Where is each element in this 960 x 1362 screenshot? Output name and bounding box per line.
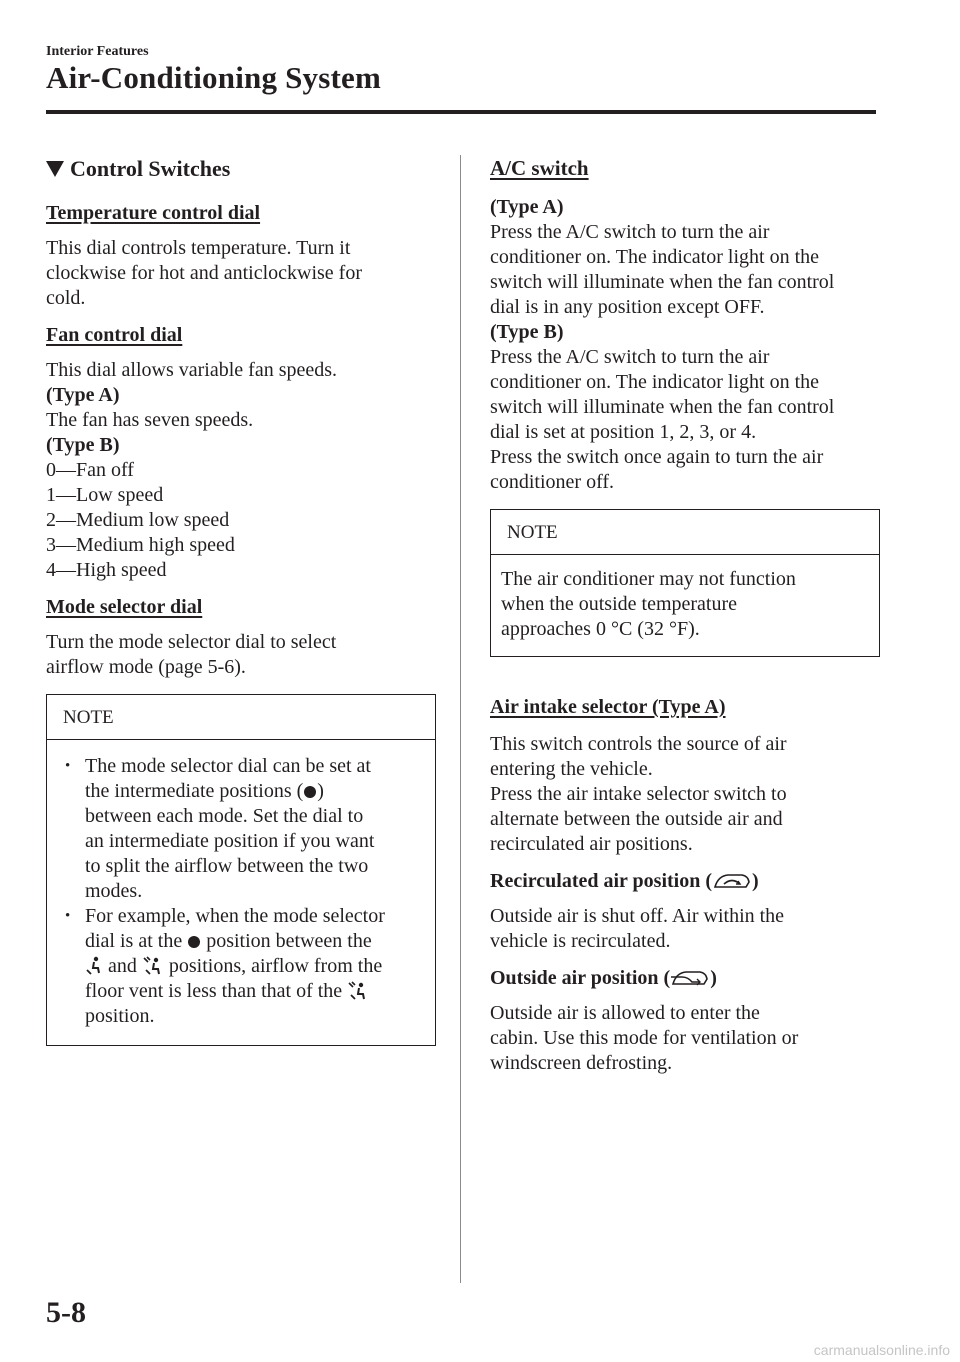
- note-box: [490, 509, 880, 657]
- fan-type-a: (Type A): [46, 384, 120, 406]
- outside-line: windscreen defrosting.: [490, 1052, 673, 1074]
- recirculate-icon: [712, 871, 752, 891]
- fan-speed: 4—High speed: [46, 559, 167, 581]
- fan-heading: Fan control dial: [46, 324, 183, 346]
- ac-line: switch will illuminate when the fan control: [490, 396, 835, 418]
- dot-icon: [188, 936, 200, 948]
- floor-defrost-icon: [142, 956, 164, 976]
- note-box: [46, 694, 436, 1046]
- ac-line: Press the switch once again to turn the air: [490, 446, 824, 468]
- header-section: Interior Features: [46, 44, 149, 59]
- column-divider: [460, 155, 461, 1283]
- section-title: [46, 156, 436, 181]
- note-bullet: • For example, when the mode selector dial is at the position between the and positions, airflow from the floor vent is less than that of the position.: [57, 904, 425, 1029]
- fan-type-a-text: The fan has seven speeds.: [46, 409, 254, 431]
- ac-line: switch will illuminate when the fan control: [490, 271, 835, 293]
- page-title: Air-Conditioning System: [46, 60, 382, 95]
- triangle-down-icon: [46, 161, 64, 177]
- intake-line: entering the vehicle.: [490, 758, 653, 780]
- ac-line: dial is set at position 1, 2, 3, or 4.: [490, 421, 757, 443]
- ac-type-b: (Type B): [490, 321, 564, 343]
- note-label: NOTE: [491, 510, 879, 555]
- ac-line: dial is in any position except OFF.: [490, 296, 765, 318]
- note-body: The air conditioner may not function when the outside temperature approaches 0 °C (32 °F).: [501, 568, 796, 640]
- intake-line: Press the air intake selector switch to: [490, 783, 787, 805]
- mode-line: airflow mode (page 5-6).: [46, 656, 246, 678]
- mode-heading: Mode selector dial: [46, 596, 203, 618]
- fan-type-b: (Type B): [46, 434, 120, 456]
- recirc-line: Outside air is shut off. Air within the: [490, 905, 785, 927]
- temp-line: clockwise for hot and anticlockwise for: [46, 262, 363, 284]
- watermark: carmanualsonline.info: [813, 1342, 950, 1358]
- outside-line: cabin. Use this mode for ventilation or: [490, 1027, 799, 1049]
- recirc-line: vehicle is recirculated.: [490, 930, 671, 952]
- outside-air-icon: [670, 968, 710, 988]
- recirc-heading: Recirculated air position ( ): [490, 870, 759, 892]
- ac-line: Press the A/C switch to turn the air: [490, 221, 770, 243]
- intake-line: recirculated air positions.: [490, 833, 693, 855]
- temp-heading: Temperature control dial: [46, 202, 261, 224]
- intake-heading: Air intake selector (Type A): [490, 696, 726, 718]
- intake-line: This switch controls the source of air: [490, 733, 787, 755]
- ac-line: conditioner on. The indicator light on the: [490, 246, 820, 268]
- fan-intro: This dial allows variable fan speeds.: [46, 359, 338, 381]
- right-column: [490, 156, 880, 1076]
- left-column: [46, 156, 436, 1046]
- ac-line: Press the A/C switch to turn the air: [490, 346, 770, 368]
- outside-heading: Outside air position ( ): [490, 967, 717, 989]
- section-title-text: Control Switches: [70, 156, 231, 181]
- floor-vent-icon: [85, 956, 103, 976]
- header-rule: [46, 110, 876, 114]
- mode-line: Turn the mode selector dial to select: [46, 631, 337, 653]
- fan-speed: 2—Medium low speed: [46, 509, 230, 531]
- outside-line: Outside air is allowed to enter the: [490, 1002, 760, 1024]
- note-label: NOTE: [47, 695, 435, 740]
- fan-speed: 3—Medium high speed: [46, 534, 235, 556]
- page-number: 5-8: [46, 1296, 86, 1329]
- temp-line: This dial controls temperature. Turn it: [46, 237, 351, 259]
- dot-icon: [304, 786, 316, 798]
- note-bullet: • The mode selector dial can be set at the intermediate positions ( ) between each mode. Set the dial to an intermediate position if you want to split the airflow between the two modes.: [57, 754, 425, 904]
- ac-heading: A/C switch: [490, 156, 589, 180]
- note-body: [47, 740, 435, 1045]
- temp-line: cold.: [46, 287, 86, 309]
- intake-line: alternate between the outside air and: [490, 808, 783, 830]
- floor-defrost-icon: [347, 981, 369, 1001]
- ac-line: conditioner off.: [490, 471, 615, 493]
- ac-type-a: (Type A): [490, 196, 564, 218]
- fan-speed: 0—Fan off: [46, 459, 134, 481]
- ac-line: conditioner on. The indicator light on the: [490, 371, 820, 393]
- fan-speed: 1—Low speed: [46, 484, 164, 506]
